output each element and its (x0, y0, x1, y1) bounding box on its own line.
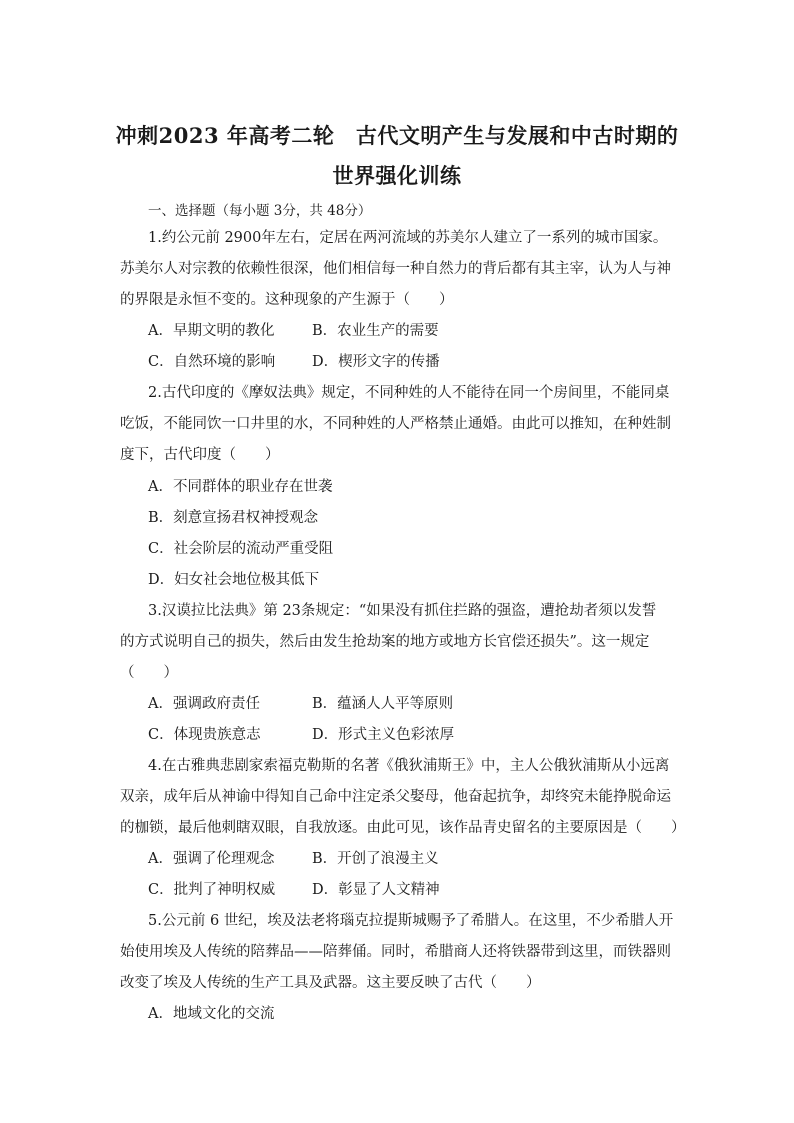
question-1-option-c[interactable]: C．自然环境的影响 (148, 354, 276, 370)
question-4-option-d[interactable]: D．彰显了人文精神 (312, 882, 440, 898)
question-3-line-3: （ ） (120, 665, 178, 681)
document-title-line-1: 冲刺2023 年高考二轮 古代文明产生与发展和中古时期的 (115, 123, 679, 148)
question-2-option-c[interactable]: C．社会阶层的流动严重受阻 (148, 541, 334, 557)
question-3-option-a[interactable]: A．强调政府责任 (148, 696, 260, 712)
question-1-option-d[interactable]: D．楔形文字的传播 (312, 354, 440, 370)
document-title-line-2: 世界强化训练 (332, 163, 462, 188)
question-3-option-b[interactable]: B．蕴涵人人平等原则 (312, 696, 454, 712)
question-3-options-row-1 (148, 694, 453, 714)
question-4-line-2: 双亲，成年后从神谕中得知自己命中注定杀父娶母，他奋起抗争，却终究未能挣脱命运 (120, 789, 671, 805)
question-2-line-2: 吃饭，不能同饮一口井里的水，不同种姓的人严格禁止通婚。由此可以推知，在种姓制 (120, 416, 671, 432)
question-3-line-2: 的方式说明自己的损失，然后由发生抢劫案的地方或地方长官偿还损失”。这一规定 (120, 634, 650, 650)
question-5-line-2: 始使用埃及人传统的陪葬品——陪葬俑。同时，希腊商人还将铁器带到这里，而铁器则 (120, 944, 671, 960)
question-1-line-3: 的界限是永恒不变的。这种现象的产生源于（ ） (120, 292, 454, 308)
question-1-options-row-2 (148, 352, 440, 372)
question-4-options-row-2 (148, 880, 440, 900)
question-2-option-d[interactable]: D．妇女社会地位极其低下 (148, 572, 320, 588)
question-5-line-1: 5.公元前 6 世纪，埃及法老将瑙克拉提斯城赐予了希腊人。在这里，不少希腊人开 (148, 913, 674, 929)
question-1-option-a[interactable]: A．早期文明的教化 (148, 323, 275, 339)
question-2-line-1: 2.古代印度的《摩奴法典》规定，不同种姓的人不能待在同一个房间里，不能同桌 (148, 385, 670, 401)
question-2-option-b[interactable]: B．刻意宣扬君权神授观念 (148, 510, 319, 526)
question-4-options-row-1 (148, 849, 439, 869)
section-heading: 一、选择题（每小题 3分，共 48分） (148, 203, 372, 219)
question-3-options-row-2 (148, 725, 454, 745)
question-4-line-1: 4.在古雅典悲剧家索福克勒斯的名著《俄狄浦斯王》中，主人公俄狄浦斯从小远离 (148, 758, 670, 774)
question-3-option-d[interactable]: D．形式主义色彩浓厚 (312, 727, 455, 743)
question-3-option-c[interactable]: C．体现贵族意志 (148, 727, 261, 743)
question-4-line-3: 的枷锁，最后他刺瞎双眼，自我放逐。由此可见，该作品青史留名的主要原因是（ ） (120, 820, 686, 836)
question-1-options-row-1 (148, 321, 439, 341)
question-2-line-3: 度下，古代印度（ ） (120, 447, 280, 463)
question-4-option-a[interactable]: A．强调了伦理观念 (148, 851, 275, 867)
question-3-line-1: 3.汉谟拉比法典》第 23条规定：“如果没有抓住拦路的强盗，遭抢劫者须以发誓 (148, 603, 657, 619)
question-1-line-2: 苏美尔人对宗教的依赖性很深，他们相信每一种自然力的背后都有其主宰，认为人与神 (120, 261, 671, 277)
question-5-line-3: 改变了埃及人传统的生产工具及武器。这主要反映了古代（ ） (120, 975, 541, 991)
question-1-line-1: 1.约公元前 2900年左右，定居在两河流域的苏美尔人建立了一系列的城市国家。 (148, 230, 668, 246)
question-4-option-b[interactable]: B．开创了浪漫主义 (312, 851, 439, 867)
question-2-option-a[interactable]: A．不同群体的职业存在世袭 (148, 479, 333, 495)
question-4-option-c[interactable]: C．批判了神明权威 (148, 882, 276, 898)
question-1-option-b[interactable]: B．农业生产的需要 (312, 323, 439, 339)
question-5-option-a[interactable]: A．地域文化的交流 (148, 1006, 275, 1022)
